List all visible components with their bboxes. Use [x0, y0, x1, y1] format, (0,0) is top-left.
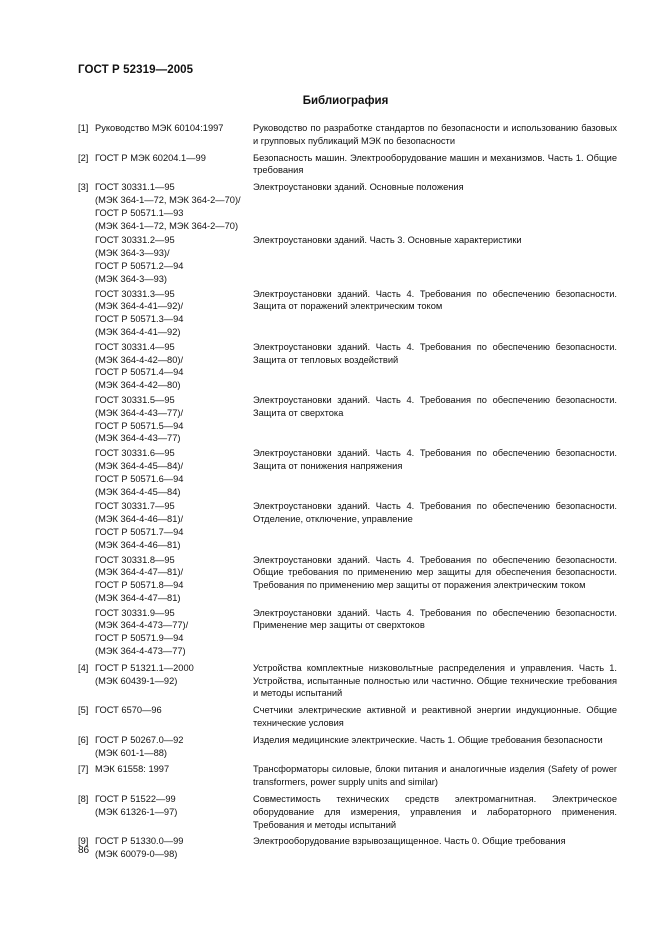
- reference-designation: (МЭК 61326-1—97): [95, 806, 178, 817]
- entry-references: [95, 662, 253, 700]
- entry-number: [1]: [78, 123, 89, 133]
- entry-title: Электроустановки зданий. Часть 4. Требования по обеспечению безопасности. Отделение, отключение, управление: [253, 501, 617, 525]
- reference-designation: ГОСТ 6570—96: [95, 705, 162, 716]
- bibliography-entry: [78, 704, 618, 730]
- entry-references: [95, 341, 253, 392]
- entry-references: [95, 607, 253, 658]
- reference-designation: (МЭК 601-1—88): [95, 747, 168, 758]
- entry-title: Счетчики электрические активной и реактивной энергии индукционные. Общие технические условия: [253, 705, 617, 729]
- entry-number: [4]: [78, 662, 89, 673]
- bibliography-entry: [78, 662, 618, 700]
- entry-references: [95, 734, 253, 760]
- document-header: ГОСТ Р 52319—2005: [78, 64, 194, 76]
- bibliography-entry: [78, 394, 618, 445]
- bibliography-entry: [78, 554, 618, 605]
- entry-references: [95, 500, 253, 551]
- entry-references: [95, 447, 253, 498]
- bibliography-entry: [78, 181, 618, 232]
- bibliography-entry: [78, 341, 618, 392]
- bibliography-entry: [78, 122, 618, 148]
- entry-number: [78, 288, 95, 339]
- entry-number: [9]: [78, 836, 89, 847]
- entry-number: [78, 394, 95, 445]
- reference-designation: (МЭК 364-4-42—80)/: [95, 354, 184, 365]
- reference-designation: (МЭК 60439-1—92): [95, 675, 178, 686]
- reference-designation: ГОСТ Р 51321.1—2000: [95, 662, 194, 673]
- entry-number: [78, 447, 95, 498]
- reference-designation: (МЭК 364-4-473—77)/: [95, 620, 189, 631]
- reference-designation: ГОСТ Р 50571.8—94: [95, 580, 184, 591]
- reference-designation: ГОСТ 30331.5—95: [95, 394, 175, 405]
- bibliography-entry: [78, 793, 618, 831]
- reference-designation: ГОСТ 30331.3—95: [95, 288, 175, 299]
- reference-designation: (МЭК 364-4-47—81): [95, 592, 181, 603]
- page-number: 86: [78, 845, 90, 856]
- reference-designation: (МЭК 364-4-46—81)/: [95, 514, 184, 525]
- bibliography-list: [78, 122, 618, 861]
- entry-references: [95, 181, 253, 232]
- reference-designation: ГОСТ 30331.6—95: [95, 448, 175, 459]
- reference-designation: ГОСТ Р 50571.9—94: [95, 633, 184, 644]
- section-title: Библиография: [302, 95, 389, 107]
- reference-designation: (МЭК 364-4-43—77)/: [95, 407, 184, 418]
- bibliography-entry: [78, 763, 618, 789]
- reference-designation: (МЭК 364-4-46—81): [95, 539, 181, 550]
- bibliography-entry: [78, 835, 618, 861]
- reference-designation: (МЭК 364-4-45—84): [95, 486, 181, 497]
- entry-title: Электроустановки зданий. Часть 3. Основные характеристики: [253, 235, 522, 246]
- entry-title: Трансформаторы силовые, блоки питания и аналогичные изделия (Safety of power transformers, power supply units and similar): [253, 764, 617, 788]
- bibliography-entry: [78, 288, 618, 339]
- reference-designation: (МЭК 364-3—93): [95, 273, 168, 284]
- reference-designation: ГОСТ 30331.2—95: [95, 235, 175, 246]
- bibliography-entry: [78, 152, 618, 178]
- entry-title: Электроустановки зданий. Часть 4. Требования по обеспечению безопасности. Защита от понижения напряжения: [253, 448, 617, 471]
- reference-designation: (МЭК 364-4-43—77): [95, 433, 181, 444]
- entry-title: Электроустановки зданий. Часть 4. Требования по обеспечению безопасности. Общие требования по применению мер защиты для обеспечения безопасности. Требования по применению мер защиты от поражения электрическим током: [253, 554, 617, 591]
- entry-number: [5]: [78, 705, 89, 716]
- reference-designation: (МЭК 364-3—93)/: [95, 248, 170, 259]
- bibliography-entry: [78, 607, 618, 658]
- reference-designation: ГОСТ Р 51330.0—99: [95, 836, 184, 847]
- entry-title: Электрооборудование взрывозащищенное. Часть 0. Общие требования: [253, 836, 566, 847]
- entry-references: [95, 554, 253, 605]
- reference-designation: (МЭК 364-4-41—92): [95, 326, 181, 337]
- reference-designation: ГОСТ Р 50571.5—94: [95, 420, 184, 431]
- reference-designation: ГОСТ 30331.8—95: [95, 554, 175, 565]
- entry-title: Руководство по разработке стандартов по безопасности и использованию базовых и групповых публикаций МЭК по безопасности: [253, 123, 617, 146]
- reference-designation: (МЭК 364-4-47—81)/: [95, 567, 184, 578]
- entry-references: [95, 704, 253, 730]
- reference-designation: ГОСТ Р 50571.6—94: [95, 473, 184, 484]
- reference-designation: ГОСТ Р 50571.7—94: [95, 526, 184, 537]
- entry-references: [95, 122, 253, 148]
- entry-title: Электроустановки зданий. Часть 4. Требования по обеспечению безопасности. Защита от тепловых воздействий: [253, 341, 617, 365]
- reference-designation: ГОСТ Р 50571.3—94: [95, 314, 184, 325]
- reference-designation: (МЭК 364-4-42—80): [95, 380, 181, 391]
- reference-designation: ГОСТ Р 50571.4—94: [95, 367, 184, 378]
- entry-number: [2]: [78, 152, 89, 163]
- entry-title: Электроустановки зданий. Часть 4. Требования по обеспечению безопасности. Применение мер защиты от сверхтоков: [253, 607, 617, 631]
- entry-title: Совместимость технических средств электромагнитная. Электрическое оборудование для измерения, управления и лабораторного применения. Требования и методы испытаний: [253, 794, 617, 830]
- entry-number: [8]: [78, 794, 89, 805]
- entry-references: [95, 288, 253, 339]
- entry-number: [7]: [78, 764, 89, 775]
- bibliography-entry: [78, 734, 618, 760]
- entry-title: Электроустановки зданий. Часть 4. Требования по обеспечению безопасности. Защита от сверхтока: [253, 394, 617, 418]
- entry-references: [95, 763, 253, 789]
- reference-designation: (МЭК 60079-0—98): [95, 849, 178, 860]
- entry-title: Безопасность машин. Электрооборудование машин и механизмов. Часть 1. Общие требования: [253, 152, 617, 176]
- reference-designation: МЭК 61558: 1997: [95, 764, 170, 775]
- entry-references: [95, 835, 253, 861]
- reference-designation: Руководство МЭК 60104:1997: [95, 123, 224, 133]
- entry-number: [78, 554, 95, 605]
- entry-references: [95, 793, 253, 831]
- reference-designation: ГОСТ 30331.1—95: [95, 182, 175, 193]
- reference-designation: ГОСТ 30331.7—95: [95, 501, 175, 512]
- bibliography-entry: [78, 234, 618, 285]
- entry-title: Электроустановки зданий. Основные положения: [253, 182, 464, 193]
- reference-designation: (МЭК 364-1—72, МЭК 364-2—70): [95, 220, 239, 231]
- entry-references: [95, 394, 253, 445]
- reference-designation: ГОСТ 30331.9—95: [95, 607, 175, 618]
- reference-designation: ГОСТ 30331.4—95: [95, 341, 175, 352]
- entry-title: Устройства комплектные низковольтные распределения и управления. Часть 1. Устройства, испытанные полностью или частично. Общие технические требования и методы испытаний: [253, 662, 617, 699]
- entry-number: [3]: [78, 182, 89, 193]
- reference-designation: ГОСТ Р 51522—99: [95, 794, 176, 805]
- entry-title: Изделия медицинские электрические. Часть 1. Общие требования безопасности: [253, 734, 603, 745]
- entry-references: [95, 234, 253, 285]
- reference-designation: ГОСТ Р 50571.2—94: [95, 260, 184, 271]
- reference-designation: (МЭК 364-1—72, МЭК 364-2—70)/: [95, 194, 241, 205]
- entry-title: Электроустановки зданий. Часть 4. Требования по обеспечению безопасности. Защита от поражений электрическим током: [253, 288, 617, 312]
- entry-number: [78, 234, 95, 285]
- entry-number: [78, 607, 95, 658]
- reference-designation: (МЭК 364-4-473—77): [95, 646, 186, 657]
- entry-number: [6]: [78, 734, 89, 745]
- bibliography-entry: [78, 500, 618, 551]
- reference-designation: ГОСТ Р 50571.1—93: [95, 207, 184, 218]
- bibliography-entry: [78, 447, 618, 498]
- entry-number: [78, 500, 95, 551]
- reference-designation: (МЭК 364-4-41—92)/: [95, 301, 184, 312]
- entry-number: [78, 341, 95, 392]
- entry-references: [95, 152, 253, 178]
- reference-designation: ГОСТ Р МЭК 60204.1—99: [95, 152, 206, 163]
- reference-designation: (МЭК 364-4-45—84)/: [95, 460, 184, 471]
- reference-designation: ГОСТ Р 50267.0—92: [95, 734, 184, 745]
